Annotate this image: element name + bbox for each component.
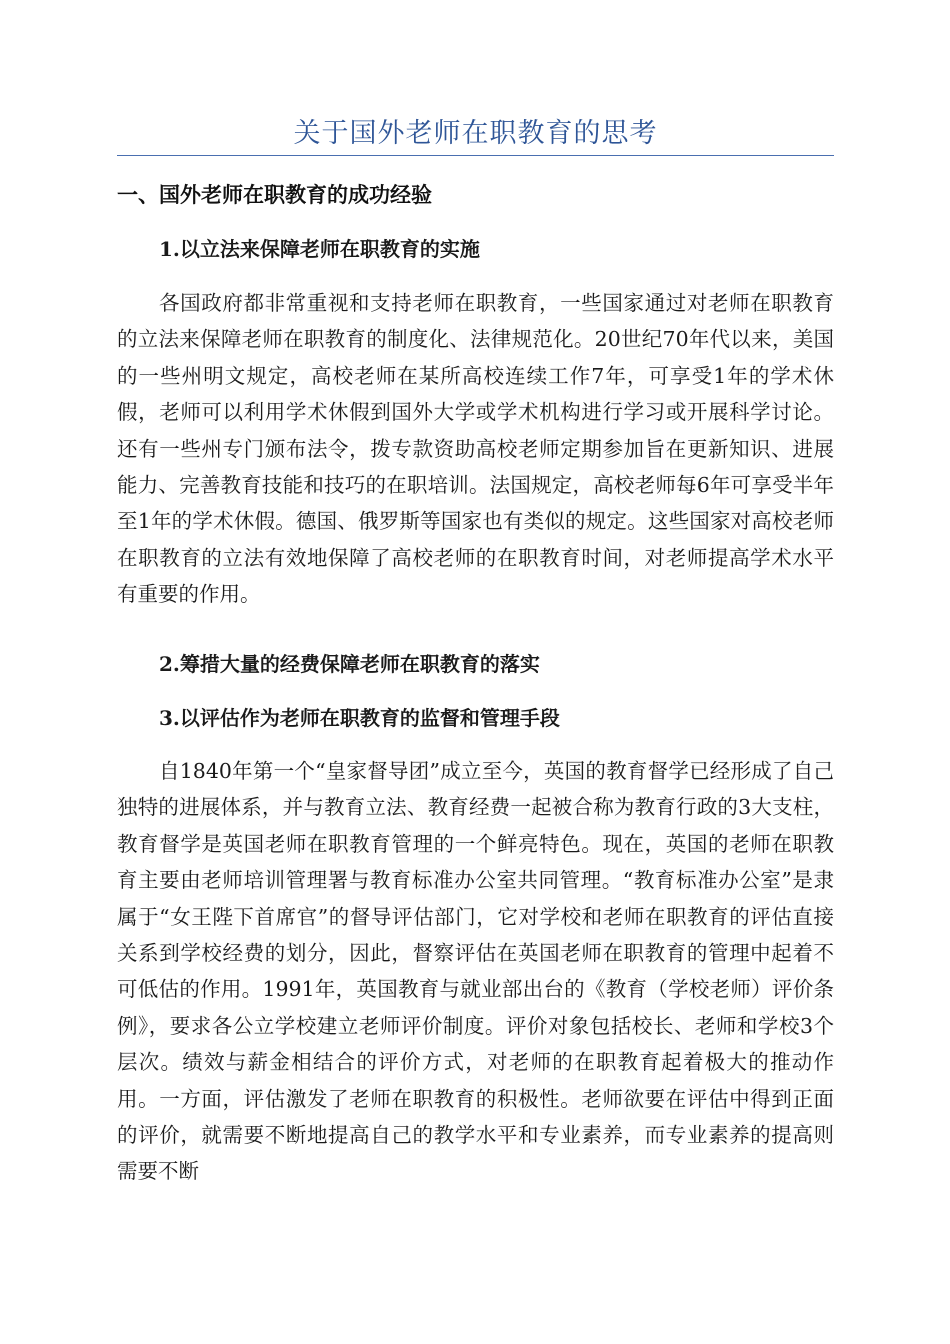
paragraph-1: 各国政府都非常重视和支持老师在职教育，一些国家通过对老师在职教育的立法来保障老师在职教育的制度化、法律规范化。20世纪70年代以来，美国的一些州明文规定，高校老师在某所高校连续工作7年，可享受1年的学术休假，老师可以利用学术休假到国外大学或学术机构进行学习或开展科学讨论。还有一些州专门颁布法令，拨专款资助高校老师定期参加旨在更新知识、进展能力、完善教育技能和技巧的在职培训。法国规定，高校老师每6年可享受半年至1年的学术休假。德国、俄罗斯等国家也有类似的规定。这些国家对高校老师在职教育的立法有效地保障了高校老师的在职教育时间，对老师提高学术水平有重要的作用。 <box>117 291 834 607</box>
section-heading-main: 一、国外老师在职教育的成功经验 <box>117 182 432 207</box>
subsection-heading-2: 2.筹措大量的经费保障老师在职教育的落实 <box>159 652 540 676</box>
paragraph-3: 自1840年第一个“皇家督导团”成立至今，英国的教育督学已经形成了自己独特的进展体系，并与教育立法、教育经费一起被合称为教育行政的3大支柱，教育督学是英国老师在职教育管理的一个鲜亮特色。现在，英国的老师在职教育主要由老师培训管理署与教育标准办公室共同管理。“教育标准办公室”是隶属于“女王陛下首席官”的督导评估部门，它对学校和老师在职教育的评估直接关系到学校经费的划分，因此，督察评估在英国老师在职教育的管理中起着不可低估的作用。1991年，英国教育与就业部出台的《教育（学校老师）评价条例》，要求各公立学校建立老师评价制度。评价对象包括校长、老师和学校3个层次。绩效与薪金相结合的评价方式，对老师的在职教育起着极大的推动作用。一方面，评估激发了老师在职教育的积极性。老师欲要在评估中得到正面的评价，就需要不断地提高自己的教学水平和专业素养，而专业素养的提高则需要不断 <box>117 759 834 1184</box>
title-underline <box>117 155 834 156</box>
document-title: 关于国外老师在职教育的思考 <box>293 118 658 149</box>
subsection-heading-1: 1.以立法来保障老师在职教育的实施 <box>159 237 480 261</box>
subsection-heading-3: 3.以评估作为老师在职教育的监督和管理手段 <box>159 706 560 730</box>
